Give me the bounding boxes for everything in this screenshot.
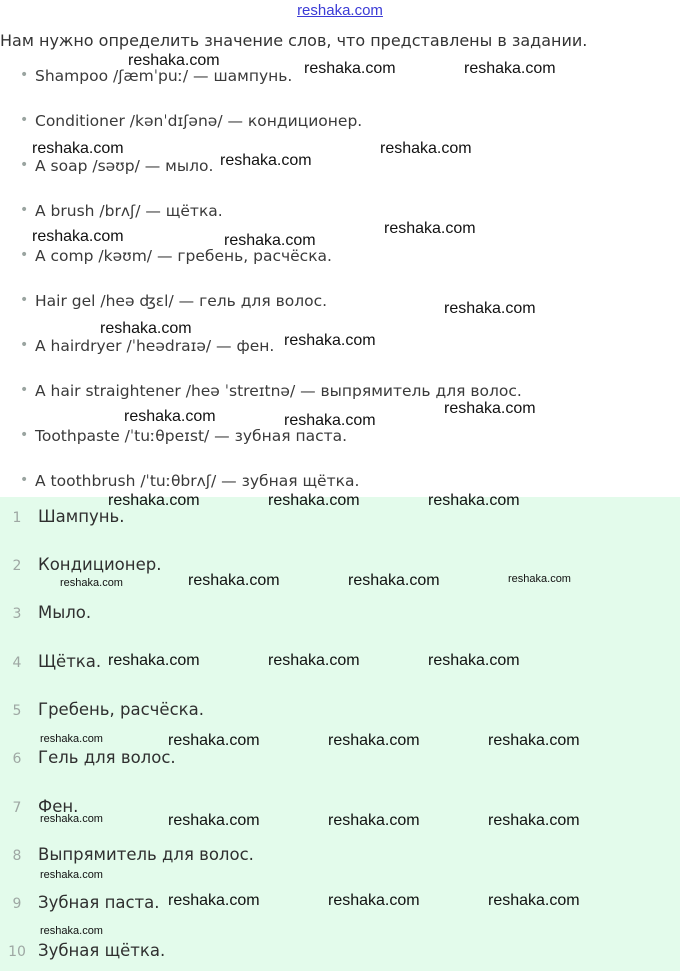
watermark: reshaka.com	[220, 152, 312, 169]
watermark: reshaka.com	[40, 925, 103, 937]
watermark: reshaka.com	[328, 892, 420, 909]
watermark: reshaka.com	[100, 320, 192, 337]
watermark: reshaka.com	[268, 652, 360, 669]
watermark: reshaka.com	[488, 812, 580, 829]
watermark: reshaka.com	[60, 577, 123, 589]
watermark: reshaka.com	[40, 869, 103, 881]
watermark: reshaka.com	[384, 220, 476, 237]
watermark: reshaka.com	[304, 60, 396, 77]
answer-row: 7 Фен.	[12, 797, 79, 816]
watermark: reshaka.com	[488, 732, 580, 749]
watermark: reshaka.com	[428, 652, 520, 669]
watermark: reshaka.com	[464, 60, 556, 77]
watermark: reshaka.com	[124, 408, 216, 425]
bullet-icon: •	[20, 382, 29, 398]
watermark: reshaka.com	[168, 892, 260, 909]
watermark: reshaka.com	[328, 812, 420, 829]
bullet-icon: •	[20, 337, 29, 353]
watermark: reshaka.com	[168, 732, 260, 749]
site-header-link[interactable]: reshaka.com	[297, 2, 383, 19]
bullet-icon: •	[20, 472, 29, 488]
answer-row: 1 Шампунь.	[12, 507, 125, 526]
watermark: reshaka.com	[488, 892, 580, 909]
answer-row: 3 Мыло.	[12, 603, 92, 622]
watermark: reshaka.com	[40, 813, 103, 825]
watermark: reshaka.com	[444, 400, 536, 417]
answer-row: 4 Щётка.	[12, 652, 102, 671]
watermark: reshaka.com	[108, 652, 200, 669]
bullet-icon: •	[20, 427, 29, 443]
watermark: reshaka.com	[224, 232, 316, 249]
watermark: reshaka.com	[284, 412, 376, 429]
watermark: reshaka.com	[328, 732, 420, 749]
watermark: reshaka.com	[428, 492, 520, 509]
intro-text: Нам нужно определить значение слов, что представлены в задании.	[0, 31, 588, 50]
watermark: reshaka.com	[444, 300, 536, 317]
answer-row: 2 Кондиционер.	[12, 555, 162, 574]
vocabulary-list: • Shampoo /ʃæmˈpuː/ — шампунь. • Conditioner /kənˈdɪʃənə/ — кондиционер. • A soap /səʊp/ — мыло. • A brush /brʌʃ/ — щётка. • A comp /kəʊm/ — гребень, расчёска. • Hair gel /heə ʤɛl/ — гель для волос. • A hairdryer /ˈheədraɪə/ — фен. • A hair straightener /heə ˈstreɪtnə/ — выпрямитель для волос. • Toothpaste /ˈtuːθpeɪst/ — зубная паста. • A toothbrush /ˈtuːθbrʌʃ/ — зубная щётка.	[20, 67, 522, 490]
bullet-icon: •	[20, 202, 29, 218]
bullet-icon: •	[20, 292, 29, 308]
watermark: reshaka.com	[284, 332, 376, 349]
bullet-icon: •	[20, 67, 29, 83]
answer-row: 10 Зубная щётка.	[8, 941, 166, 960]
watermark: reshaka.com	[348, 572, 440, 589]
watermark: reshaka.com	[108, 492, 200, 509]
answer-row: 9 Зубная паста.	[12, 893, 160, 912]
bullet-icon: •	[20, 112, 29, 128]
watermark: reshaka.com	[40, 733, 103, 745]
answer-row: 8 Выпрямитель для волос.	[12, 845, 254, 864]
watermark: reshaka.com	[380, 140, 472, 157]
bullet-icon: •	[20, 247, 29, 263]
bullet-icon: •	[20, 157, 29, 173]
watermark: reshaka.com	[508, 573, 571, 585]
watermark: reshaka.com	[188, 572, 280, 589]
watermark: reshaka.com	[32, 228, 124, 245]
watermark: reshaka.com	[128, 52, 220, 69]
answer-row: 6 Гель для волос.	[12, 748, 176, 767]
answer-row: 5 Гребень, расчёска.	[12, 700, 204, 719]
watermark: reshaka.com	[32, 140, 124, 157]
watermark: reshaka.com	[268, 492, 360, 509]
watermark: reshaka.com	[168, 812, 260, 829]
